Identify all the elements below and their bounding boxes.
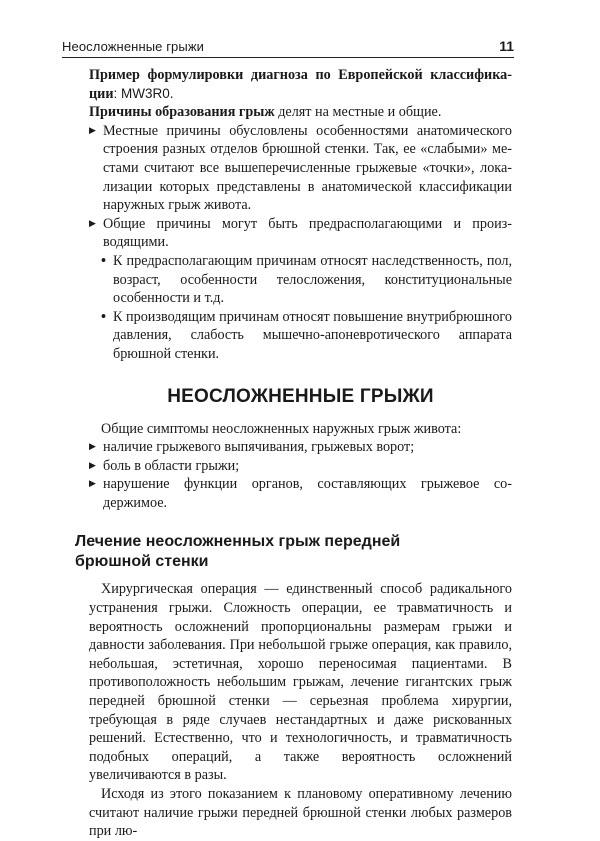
list-item-general-causes (89, 215, 512, 252)
diagnosis-example-code: : MW3R0. (113, 85, 174, 101)
subsection-heading (75, 532, 512, 572)
sublist-item-predisposing (89, 252, 512, 308)
list-item-local-causes (89, 122, 512, 215)
symptoms-lead: Общие симптомы неосложненных наружных грыж живота: (101, 420, 462, 437)
list-item-symptom (89, 457, 512, 476)
page-number: 11 (499, 38, 514, 54)
list-item-text: боль в области грыжи; (103, 457, 240, 474)
triangle-right-icon: ▶ (89, 218, 96, 229)
causes-bold: Причины образования грыж (89, 104, 275, 121)
triangle-right-icon: ▶ (89, 460, 96, 471)
running-header (62, 32, 514, 58)
treatment-paragraph: Хирургическая операция — единственный способ радикального устранения грыжи. Сложность операции, ее травматичность и вероятность осложнений пропорциональны размерам грыжи и давности заболевания. При небольшой грыже операция, как правило, небольшая, эстетичная, хорошо переносимая пациентами. В противоположность небольшим грыжам, лечение гигантских грыж передней брюшной стенки — серьезная проблема хирургии, требующая в ряде случаев нестандартных и даже рискованных решений. Естественно, что и технологичность, и травматичность подобных операций, а также вероятность осложнений увеличиваются в разы. (89, 581, 512, 784)
list-item-text: Общие причины могут быть предрасполагающими и производящими. (103, 215, 512, 251)
subsection-heading-line: Лечение неосложненных грыж передней (75, 533, 401, 551)
dot-icon: • (101, 252, 106, 269)
triangle-right-icon: ▶ (89, 479, 96, 490)
list-item-symptom (89, 438, 512, 457)
running-title: Неосложненные грыжи (62, 39, 204, 54)
list-item-text: наличие грыжевого выпячивания, грыжевых ворот; (103, 439, 415, 456)
list-item-symptom (89, 475, 512, 512)
page-content (75, 66, 512, 841)
list-item-text: нарушение функции органов, составляющих грыжевое содержимое. (103, 476, 512, 511)
list-item-text: Местные причины обусловлены особенностями анатомического строения разных отделов брюшной стенки. Так, ее «слабыми» местами считают все вышеперечисленные грыжевые «точки», локализации которых представлены в анатомической классификации наружных грыж живота. (103, 122, 512, 214)
diagnosis-example (89, 66, 512, 103)
causes-paragraph (89, 103, 512, 122)
sublist-item-text: К производящим причинам относят повышение внутрибрюшного давления, слабость мышечно-апоневротического аппарата брюшной стенки. (113, 308, 512, 362)
triangle-right-icon: ▶ (89, 442, 96, 453)
subsection-heading-line: брюшной стенки (75, 553, 209, 571)
sublist-item-text: К предрасполагающим причинам относят наследственность, пол, возраст, особенности телосложения, конституциональные особенности и т.д. (113, 252, 512, 307)
diagnosis-example-label: Пример формулировки диагноза по Европейской классификации (89, 67, 512, 102)
section-heading: НЕОСЛОЖНЕННЫЕ ГРЫЖИ (167, 385, 434, 407)
causes-rest: делят на местные и общие. (274, 104, 442, 121)
indication-paragraph: Исходя из этого показанием к плановому оперативному лечению считают наличие грыжи передней брюшной стенки любых размеров при лю- (89, 786, 512, 840)
dot-icon: • (101, 308, 106, 325)
triangle-right-icon: ▶ (89, 125, 96, 136)
sublist-item-producing (89, 308, 512, 364)
